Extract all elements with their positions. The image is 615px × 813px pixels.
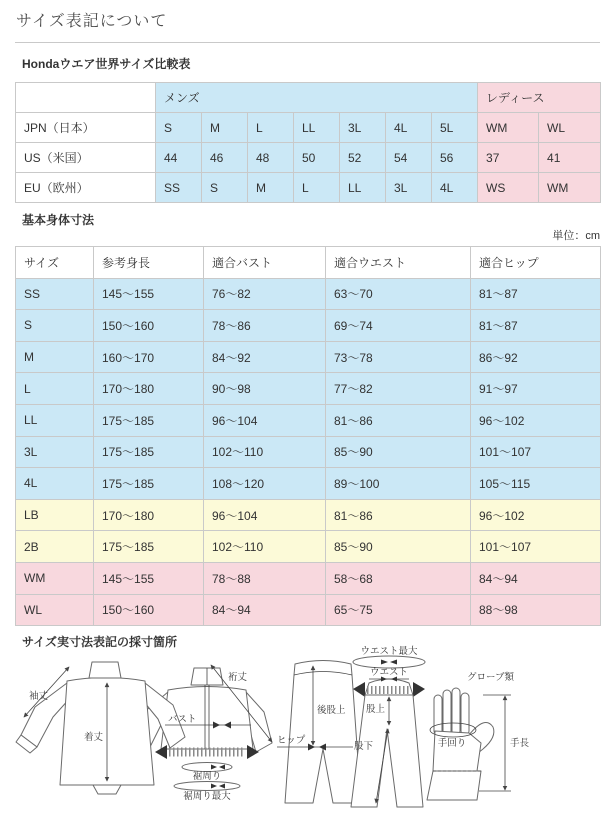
hip-cell: 96〜102: [471, 499, 601, 531]
size-cell: L: [294, 173, 340, 203]
column-header: 適合バスト: [204, 247, 326, 279]
hand-length-label: 手長: [510, 738, 530, 749]
height-cell: 175〜185: [94, 404, 204, 436]
hip-cell: 86〜92: [471, 341, 601, 373]
size-cell: 4L: [16, 468, 94, 500]
bust-cell: 84〜92: [204, 341, 326, 373]
hem-label: 裾周り: [192, 771, 222, 782]
body-size-table: [15, 246, 601, 626]
size-cell: 56: [432, 143, 478, 173]
hand-round-label: 手回り: [437, 738, 467, 749]
hip-label: ヒップ: [277, 735, 306, 746]
column-header: 適合ヒップ: [471, 247, 601, 279]
column-header: 参考身長: [94, 247, 204, 279]
hip-cell: 105〜115: [471, 468, 601, 500]
hip-cell: 101〜107: [471, 531, 601, 563]
size-cell: LB: [16, 499, 94, 531]
size-cell: 3L: [16, 436, 94, 468]
back-rise-label: 後股上: [317, 705, 346, 716]
height-cell: 170〜180: [94, 499, 204, 531]
body-size-heading: 基本身体寸法: [22, 213, 95, 227]
size-cell: WS: [478, 173, 539, 203]
bust-label: バスト: [168, 714, 197, 725]
bust-cell: 84〜94: [204, 594, 326, 626]
row-label: US（米国）: [16, 143, 156, 173]
height-cell: 150〜160: [94, 310, 204, 342]
size-cell: WL: [539, 113, 601, 143]
size-cell: 50: [294, 143, 340, 173]
row-label: JPN（日本）: [16, 113, 156, 143]
row-label: EU（欧州）: [16, 173, 156, 203]
hip-cell: 81〜87: [471, 310, 601, 342]
waist-cell: 85〜90: [326, 531, 471, 563]
size-cell: 44: [156, 143, 202, 173]
height-cell: 175〜185: [94, 531, 204, 563]
table-row-m: [16, 341, 601, 373]
size-cell: M: [248, 173, 294, 203]
table-row-3l: [16, 436, 601, 468]
header-row: [16, 247, 601, 279]
yuki-length-label: 裄丈: [228, 672, 248, 683]
measure-points-heading: サイズ実寸法表記の採寸箇所: [22, 635, 178, 649]
table-row-ss: [16, 278, 601, 310]
size-cell: S: [156, 113, 202, 143]
size-cell: S: [202, 173, 248, 203]
size-cell: LL: [294, 113, 340, 143]
waist-cell: 81〜86: [326, 404, 471, 436]
height-cell: 145〜155: [94, 562, 204, 594]
glove-group-label: グローブ類: [467, 672, 515, 683]
size-cell: 3L: [340, 113, 386, 143]
bust-cell: 90〜98: [204, 373, 326, 405]
waist-cell: 73〜78: [326, 341, 471, 373]
table-row-eu: [16, 173, 601, 203]
height-cell: 145〜155: [94, 278, 204, 310]
table-row-ll: [16, 404, 601, 436]
bust-cell: 78〜86: [204, 310, 326, 342]
body-length-label: 着丈: [83, 732, 103, 743]
waist-cell: 85〜90: [326, 436, 471, 468]
title-divider: [15, 42, 600, 43]
pants-back-figure: [285, 661, 361, 804]
hip-cell: 101〜107: [471, 436, 601, 468]
table-row-4l: [16, 468, 601, 500]
bust-cell: 96〜104: [204, 404, 326, 436]
waist-max-label: ウエスト最大: [360, 646, 418, 657]
waist-cell: 58〜68: [326, 562, 471, 594]
table-row-s: [16, 310, 601, 342]
bust-cell: 102〜110: [204, 531, 326, 563]
table-row-wl: [16, 594, 601, 626]
size-cell: 4L: [432, 173, 478, 203]
size-cell: WM: [478, 113, 539, 143]
mens-group-header: メンズ: [156, 83, 478, 113]
rise-label: 股上: [365, 704, 385, 715]
height-cell: 175〜185: [94, 468, 204, 500]
waist-cell: 63〜70: [326, 278, 471, 310]
waist-cell: 65〜75: [326, 594, 471, 626]
size-cell: S: [16, 310, 94, 342]
table-row-2b: [16, 531, 601, 563]
measurement-diagram: [15, 645, 600, 813]
waist-cell: 69〜74: [326, 310, 471, 342]
size-cell: 54: [386, 143, 432, 173]
hip-cell: 81〜87: [471, 278, 601, 310]
size-cell: LL: [340, 173, 386, 203]
table-row-l: [16, 373, 601, 405]
hem-max-label: 裾周り最大: [183, 791, 231, 802]
size-cell: LL: [16, 404, 94, 436]
waist-label: ウエスト: [369, 667, 409, 678]
size-cell: SS: [16, 278, 94, 310]
waist-cell: 89〜100: [326, 468, 471, 500]
sleeve-length-label: 袖丈: [29, 691, 49, 702]
table-row-us: [16, 143, 601, 173]
size-cell: 52: [340, 143, 386, 173]
size-cell: L: [16, 373, 94, 405]
inseam-label: 股下: [353, 741, 373, 752]
bust-cell: 76〜82: [204, 278, 326, 310]
group-header-row: [16, 83, 601, 113]
corner-cell: [16, 83, 156, 113]
size-cell: WM: [16, 562, 94, 594]
table-row-wm: [16, 562, 601, 594]
size-cell: 3L: [386, 173, 432, 203]
hip-cell: 88〜98: [471, 594, 601, 626]
column-header: サイズ: [16, 247, 94, 279]
waist-cell: 77〜82: [326, 373, 471, 405]
table-row-lb: [16, 499, 601, 531]
waist-cell: 81〜86: [326, 499, 471, 531]
hip-cell: 91〜97: [471, 373, 601, 405]
size-cell: 5L: [432, 113, 478, 143]
size-cell: L: [248, 113, 294, 143]
world-size-table: [15, 82, 601, 203]
bust-cell: 108〜120: [204, 468, 326, 500]
size-cell: 41: [539, 143, 601, 173]
page-title: サイズ表記について: [16, 13, 168, 30]
unit-note: 単位：cm: [552, 230, 600, 242]
size-cell: M: [16, 341, 94, 373]
column-header: 適合ウエスト: [326, 247, 471, 279]
size-cell: WL: [16, 594, 94, 626]
height-cell: 170〜180: [94, 373, 204, 405]
world-size-heading: Hondaウエア世界サイズ比較表: [22, 57, 191, 71]
size-cell: 4L: [386, 113, 432, 143]
size-cell: 48: [248, 143, 294, 173]
height-cell: 175〜185: [94, 436, 204, 468]
size-cell: M: [202, 113, 248, 143]
size-cell: 46: [202, 143, 248, 173]
height-cell: 160〜170: [94, 341, 204, 373]
size-cell: 2B: [16, 531, 94, 563]
bust-cell: 96〜104: [204, 499, 326, 531]
size-cell: WM: [539, 173, 601, 203]
bust-cell: 102〜110: [204, 436, 326, 468]
ladies-group-header: レディース: [478, 83, 601, 113]
height-cell: 150〜160: [94, 594, 204, 626]
hip-cell: 96〜102: [471, 404, 601, 436]
table-row-jpn: [16, 113, 601, 143]
hip-cell: 84〜94: [471, 562, 601, 594]
size-cell: SS: [156, 173, 202, 203]
bust-cell: 78〜88: [204, 562, 326, 594]
size-cell: 37: [478, 143, 539, 173]
